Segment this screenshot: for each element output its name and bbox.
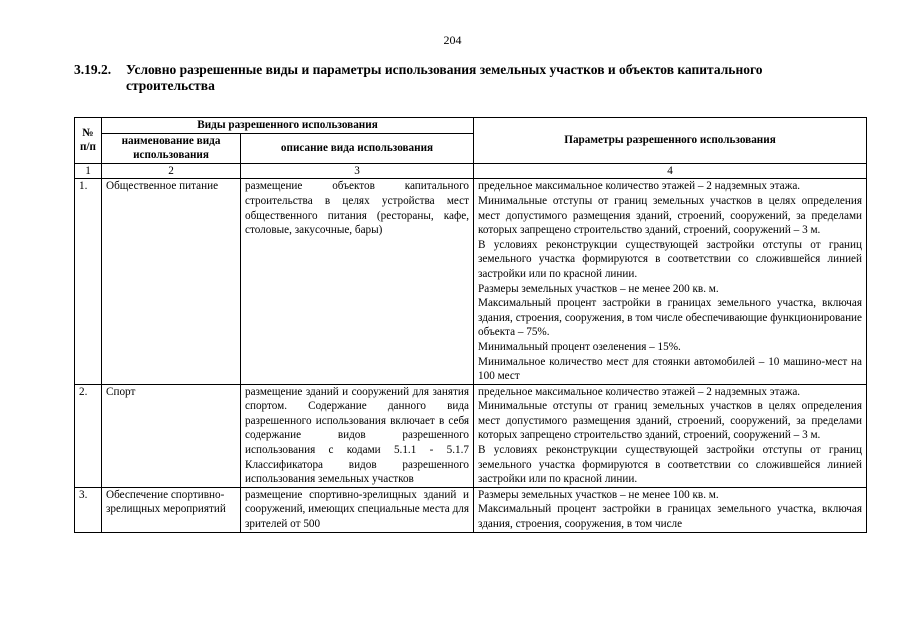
parameter-paragraph: Размеры земельных участков – не менее 200 кв. м. [478,282,719,295]
land-use-table [74,117,867,533]
parameter-paragraph: Минимальные отступы от границ земельных участков в целях определения мест допустимого размещения зданий, строений, сооружений, за пределами которых запрещено строительство зданий, строений, сооружений – 3 м. [478,194,863,237]
row-number: 1. [75,179,102,384]
section-heading [74,62,874,94]
column-index-row [75,163,867,179]
parameter-paragraph: Размеры земельных участков – не менее 100 кв. м. [478,488,719,501]
table-row [75,487,867,532]
use-parameters [474,487,867,532]
parameter-paragraph: В условиях реконструкции существующей застройки отступы от границ земельного участка формируются в соответствии со сложившейся линией застройки или по красной линии. [478,444,863,486]
page-number: 204 [443,33,462,47]
parameter-paragraph: Минимальное количество мест для стоянки автомобилей – 10 машино-мест на 100 мест [478,355,863,383]
use-name: Обеспечение спортивно-зрелищных мероприятий [102,487,241,532]
column-index: 1 [75,163,102,179]
header-num: № п/п [75,118,102,164]
header-name: наименование вида использования [102,133,241,163]
header-description: описание вида использования [241,133,474,163]
use-description: размещение объектов капитального строительства в целях устройства мест общественного питания (рестораны, кафе, столовые, закусочные, бары) [241,179,474,384]
column-index: 3 [241,163,474,179]
header-group: Виды разрешенного использования [102,118,474,134]
parameter-paragraph: предельное максимальное количество этажей – 2 надземных этажа. [478,180,801,193]
parameter-paragraph: Минимальные отступы от границ земельных участков в целях определения мест допустимого размещения зданий, строений, сооружений, за пределами которых запрещено строительство зданий, строений, сооружений – 3 м. [478,400,863,442]
parameter-paragraph: Максимальный процент застройки в границах земельного участка, включая здания, строения, сооружения, в том числе [478,503,863,531]
column-index: 2 [102,163,241,179]
use-name: Спорт [102,384,241,487]
table-row [75,179,867,384]
use-description: размещение зданий и сооружений для занятия спортом. Содержание данного вида разрешенного использования включает в себя содержание видов разрешенного использования с кодами 5.1.1 - 5.1.7 Классификатора видов разрешенного использования земельных участков [241,384,474,487]
parameter-paragraph: Максимальный процент застройки в границах земельного участка, включая здания, строения, сооружения, в том числе обеспечивающие функционирование объекта – 75%. [478,297,863,339]
row-number: 3. [75,487,102,532]
header-params: Параметры разрешенного использования [474,118,867,164]
use-parameters [474,179,867,384]
table-row [75,384,867,487]
row-number: 2. [75,384,102,487]
section-title-line2: строительства [126,78,215,93]
use-name: Общественное питание [102,179,241,384]
column-index: 4 [474,163,867,179]
parameter-paragraph: предельное максимальное количество этажей – 2 надземных этажа. [478,385,801,398]
section-title-line1: Условно разрешенные виды и параметры использования земельных участков и объектов капитального [126,62,763,77]
parameter-paragraph: В условиях реконструкции существующей застройки отступы от границ земельного участка формируются в соответствии со сложившейся линией застройки или по красной линии. [478,238,863,280]
use-parameters [474,384,867,487]
parameter-paragraph: Минимальный процент озеленения – 15%. [478,340,681,353]
section-number: 3.19.2. [74,62,112,77]
use-description: размещение спортивно-зрелищных зданий и сооружений, имеющих специальные места для зрителей от 500 [241,487,474,532]
